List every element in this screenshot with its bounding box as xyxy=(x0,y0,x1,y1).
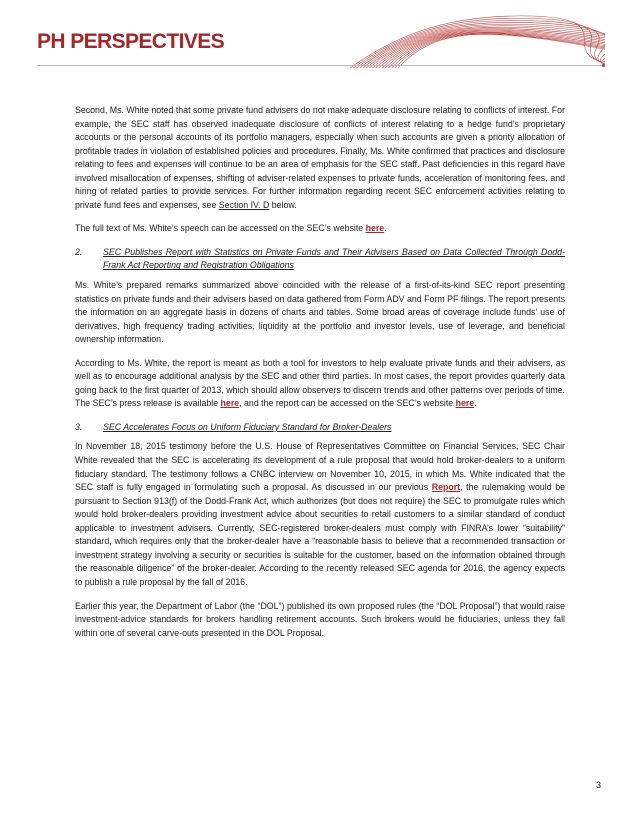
paragraph: Second, Ms. White noted that some private fund advisers do not make adequate disclosure relating to conflicts of interest. For example, the SEC staff has observed inadequate disclosure of conflicts of interest relating to a hedge fund’s proprietary accounts or the personal accounts of its portfolio managers, especially when such accounts are given a priority allocation of profitable trades in violation of established policies and procedures. Finally, Ms. White confirmed that practices and disclosure relating to fees and expenses will continue to be an area of emphasis for the SEC staff. Past deficiencies in this regard have involved misallocation of expenses, shifting of adviser-related expenses to private funds, acceleration of monitoring fees, and hiring of related parties to provide services. For further information regarding recent SEC enforcement activities relating to private fund fees and expenses, see Section IV. D below. xyxy=(75,105,565,210)
paragraph: The full text of Ms. White’s speech can be accessed on the SEC’s website here. xyxy=(75,223,387,234)
paragraph: Earlier this year, the Department of Labor (the “DOL”) published its own proposed rules (the “DOL Proposal”) that would raise investment-advice standards for brokers handling retirement accounts. Such brokers would be fiduciaries, unless they fall within one of several carve-outs presented in the DOL Proposal. xyxy=(75,600,565,638)
heading-text: SEC Accelerates Focus on Uniform Fiduciary Standard for Broker-Dealers xyxy=(103,421,392,432)
wave-line xyxy=(395,34,605,69)
paragraph: Ms. White’s prepared remarks summarized above coincided with the release of a first-of-its-kind SEC report presenting statistics on private funds and their advisers based on data gathered from Form ADV and Form PF filings. The report presents the information on an aggregate basis in dozens of charts and tables. Some broad areas of coverage include funds’ use of derivatives, high frequency trading activities, liquidity at the portfolio and investor levels, use of leverage, and beneficial ownership information. xyxy=(75,280,565,345)
section-reference-link[interactable]: Section IV. D xyxy=(218,199,270,210)
document-body xyxy=(75,104,565,650)
report-link[interactable]: here xyxy=(455,398,475,409)
header-wave-graphic xyxy=(340,10,605,70)
press-release-link[interactable]: here xyxy=(220,398,240,409)
paragraph: According to Ms. White, the report is meant as both a tool for investors to help evaluate private funds and their advisers, as well as to encourage additional analysis by the SEC and other third parties. In most cases, the report provides quarterly data going back to the first quarter of 2013, which should allow observers to discern trends and other patterns over periods of time. The SEC’s press release is available here, and the report can be accessed on the SEC’s website here. xyxy=(75,357,565,409)
wave-line xyxy=(385,32,605,68)
header-divider xyxy=(37,65,602,66)
paragraph: In November 18, 2015 testimony before the U.S. House of Representatives Committee on Financial Services, SEC Chair White revealed that the SEC is accelerating its development of a rule proposal that would hold broker-dealers to a uniform fiduciary standard. The testimony follows a CNBC interview on November 10, 2015, in which Ms. White indicated that the SEC staff is fully engaged in formulating such a proposal. As discussed in our previous Report, the rulemaking would be pursuant to Section 913(f) of the Dodd-Frank Act, which authorizes (but does not require) the SEC to promulgate rules which would hold broker-dealers providing investment advice about securities to retail customers to a similar standard of conduct applicable to investment advisers. Currently, SEC-registered broker-dealers must comply with FINRA’s lower “suitability” standard, which requires only that the broker-dealer have a “reasonable basis to believe that a recommended transaction or investment strategy involving a security or securities is suitable for the customer, based on the information obtained through the reasonable diligence” of the broker-dealer. According to the recently released SEC agenda for 2016, the agency expects to publish a rule proposal by the fall of 2016. xyxy=(75,441,565,587)
section-heading xyxy=(75,246,565,273)
brand-title: PH PERSPECTIVES xyxy=(37,30,225,53)
section-heading xyxy=(75,421,565,435)
speech-link[interactable]: here xyxy=(365,223,385,234)
page-number: 3 xyxy=(596,780,602,790)
heading-number: 3. xyxy=(75,421,83,432)
previous-report-link[interactable]: Report xyxy=(431,482,461,493)
heading-number: 2. xyxy=(75,246,83,257)
heading-text: SEC Publishes Report with Statistics on Private Funds and Their Advisers Based on Data Collected Through Dodd-Frank Act Reporting and Registration Obligations xyxy=(103,246,565,271)
